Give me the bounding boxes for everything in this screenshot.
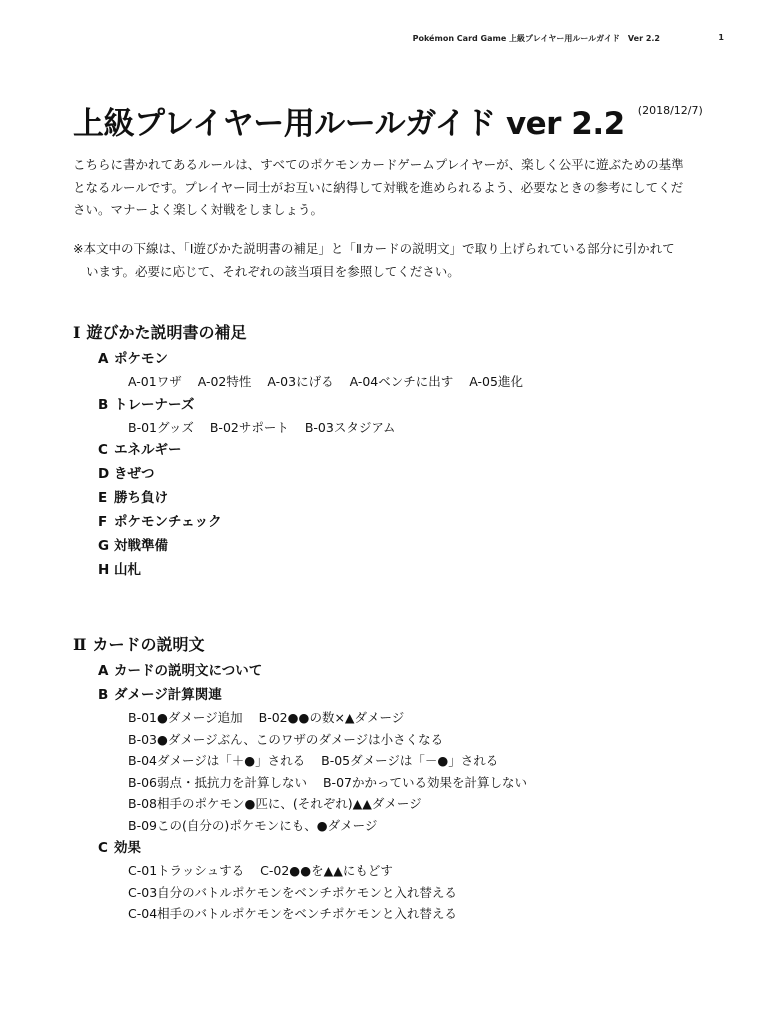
item-line: [128, 793, 733, 815]
item-link[interactable]: A-04ベンチに出す: [349, 374, 454, 389]
section-heading: [73, 632, 733, 655]
item-link[interactable]: B-05ダメージは「－●」される: [321, 753, 499, 768]
page-title: 上級プレイヤー用ルールガイド ver 2.2: [73, 106, 625, 142]
subsection-e: E 勝ち負け: [98, 490, 168, 506]
item-link[interactable]: B-01グッズ: [128, 419, 194, 435]
item-link[interactable]: C-01トラッシュする: [128, 863, 245, 878]
item-link[interactable]: B-04ダメージは「＋●」される: [128, 753, 306, 768]
subsection-a: A ポケモン: [98, 351, 168, 367]
subsection-h: H 山札: [98, 562, 141, 578]
item-line: [128, 815, 733, 837]
item-link[interactable]: B-08相手のポケモン●匹に、(それぞれ)▲▲ダメージ: [128, 796, 422, 811]
item-link[interactable]: B-03●ダメージぶん、このワザのダメージは小さくなる: [128, 731, 444, 747]
item-line: [128, 729, 733, 751]
subsection-d: D きぜつ: [98, 466, 155, 482]
item-link[interactable]: C-04相手のバトルポケモンをベンチポケモンと入れ替える: [128, 906, 457, 921]
subsection-f: F ポケモンチェック: [98, 514, 222, 530]
item-link[interactable]: B-01●ダメージ追加: [128, 710, 243, 725]
item-line: [128, 772, 733, 794]
item-link[interactable]: C-03自分のバトルポケモンをベンチポケモンと入れ替える: [128, 884, 457, 900]
subsection-g: G 対戦準備: [98, 538, 168, 554]
intro-paragraph: [73, 154, 713, 222]
item-link[interactable]: B-02サポート: [209, 419, 289, 435]
item-line: [128, 707, 733, 729]
section-title: 遊びかた説明書の補足: [86, 323, 247, 342]
section-1: [73, 320, 733, 582]
note-line: います。必要に応じて、それぞれの該当項目を参照してください。: [86, 263, 460, 279]
page-header: [0, 33, 768, 47]
section-numeral: Ⅱ: [73, 635, 87, 654]
publication-date: (2018/12/7): [637, 104, 703, 117]
note-line: ※本文中の下線は、「Ⅰ遊びかた説明書の補足」と「Ⅱカードの説明文」で取り上げられている部分に引かれて: [73, 241, 675, 256]
item-link[interactable]: C-02●●を▲▲にもどす: [260, 863, 393, 878]
underline-note: [73, 238, 723, 283]
subsection-a: A カードの説明文について: [98, 663, 263, 679]
running-title: Pokémon Card Game 上級プレイヤー用ルールガイド Ver 2.2: [412, 34, 660, 43]
item-link[interactable]: A-03にげる: [267, 374, 334, 389]
intro-line: となるルールです。プレイヤー同士がお互いに納得して対戦を進められるよう、必要なときの参考にしてくだ: [73, 179, 684, 195]
subsection-b: B トレーナーズ: [98, 396, 195, 413]
item-link[interactable]: B-02●●の数×▲ダメージ: [258, 710, 405, 725]
intro-line: さい。マナーよく楽しく対戦をしましょう。: [73, 202, 324, 217]
item-link[interactable]: B-09この(自分の)ポケモンにも、●ダメージ: [128, 817, 378, 833]
item-link[interactable]: A-01ワザ: [128, 374, 182, 389]
item-link[interactable]: B-03スタジアム: [304, 419, 396, 435]
section-heading: [73, 320, 733, 343]
item-link[interactable]: B-07かかっている効果を計算しない: [322, 774, 527, 790]
page-number: 1: [718, 33, 724, 42]
item-line: [128, 903, 733, 925]
section-2: [73, 632, 733, 925]
item-line: [128, 882, 733, 904]
item-line: [128, 750, 733, 772]
item-line: [128, 371, 733, 393]
item-link[interactable]: A-02特性: [197, 374, 252, 389]
title-row: [73, 98, 703, 143]
section-title: カードの説明文: [92, 635, 205, 654]
item-link[interactable]: A-05進化: [469, 374, 523, 389]
item-line: [128, 860, 733, 882]
subsection-c: C エネルギー: [98, 442, 182, 458]
item-line: [128, 417, 733, 439]
section-numeral: Ⅰ: [73, 323, 81, 342]
item-link[interactable]: B-06弱点・抵抗力を計算しない: [128, 774, 307, 790]
intro-line: こちらに書かれてあるルールは、すべてのポケモンカードゲームプレイヤーが、楽しく公平に遊ぶための基準: [73, 157, 684, 172]
subsection-c: C 効果: [98, 840, 141, 856]
subsection-b: B ダメージ計算関連: [98, 687, 222, 703]
